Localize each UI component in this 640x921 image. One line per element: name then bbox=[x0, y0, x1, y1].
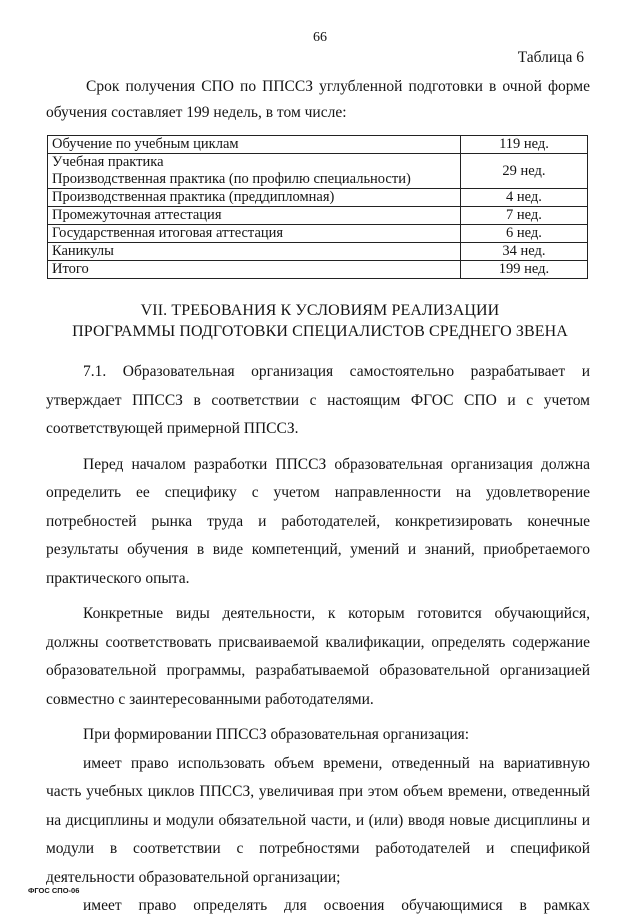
table-cell-name: Учебная практика bbox=[48, 154, 461, 172]
table-row bbox=[48, 154, 588, 172]
section-title bbox=[0, 300, 640, 342]
section-title-line: ПРОГРАММЫ ПОДГОТОВКИ СПЕЦИАЛИСТОВ СРЕДНЕГО ЗВЕНА bbox=[72, 323, 568, 340]
table-cell-name: Промежуточная аттестация bbox=[48, 207, 461, 225]
table-cell-name: Обучение по учебным циклам bbox=[48, 136, 461, 154]
table-cell-name: Производственная практика (преддипломная) bbox=[48, 189, 461, 207]
paragraph: имеет право определять для освоения обучающимися в рамках bbox=[83, 897, 590, 914]
table-row bbox=[48, 225, 588, 243]
table-cell-name: Итого bbox=[48, 261, 461, 279]
table-cell-value: 199 нед. bbox=[461, 261, 588, 279]
intro-paragraph: Срок получения СПО по ППССЗ углубленной подготовки в очной форме обучения составляет 199 недель, в том числе: bbox=[46, 78, 590, 121]
paragraph: Перед началом разработки ППССЗ образовательная организация должна определить ее специфику с учетом направленности на удовлетворение потребностей рынка труда и работодателей, конкретизировать конечные результаты обучения в виде компетенций, умений и знаний, приобретаемого практического опыта. bbox=[46, 455, 590, 587]
table-caption: Таблица 6 bbox=[517, 49, 584, 66]
table-cell-value: 4 нед. bbox=[461, 189, 588, 207]
table-row bbox=[48, 261, 588, 279]
paragraph: имеет право использовать объем времени, отведенный на вариативную часть учебных циклов ППССЗ, увеличивая при этом объем времени, отведенный на дисциплины и модули обязательной части, и (или) вводя новые дисциплины и модули в соответствии с потребностями работодателей и спецификой деятельности образовательной организации; bbox=[46, 754, 590, 886]
table-cell-name: Каникулы bbox=[48, 243, 461, 261]
section-title-line: VII. ТРЕБОВАНИЯ К УСЛОВИЯМ РЕАЛИЗАЦИИ bbox=[140, 302, 500, 319]
section-body bbox=[46, 358, 590, 921]
paragraph: 7.1. Образовательная организация самостоятельно разрабатывает и утверждает ППССЗ в соответствии с настоящим ФГОС СПО и с учетом соответствующей примерной ППССЗ. bbox=[46, 363, 590, 437]
table-row bbox=[48, 207, 588, 225]
paragraph: Конкретные виды деятельности, к которым готовится обучающийся, должны соответствовать присваиваемой квалификации, определять содержание образовательной программы, разрабатываемой образовательной организацией совместно с заинтересованными работодателями. bbox=[46, 605, 590, 708]
table-row bbox=[48, 243, 588, 261]
study-weeks-table bbox=[47, 135, 588, 279]
table-row bbox=[48, 189, 588, 207]
table-cell-value: 7 нед. bbox=[461, 207, 588, 225]
intro-text bbox=[46, 74, 590, 126]
table-cell-name: Государственная итоговая аттестация bbox=[48, 225, 461, 243]
table-cell-value: 29 нед. bbox=[461, 154, 588, 189]
table-cell-value: 6 нед. bbox=[461, 225, 588, 243]
table-cell-value: 34 нед. bbox=[461, 243, 588, 261]
paragraph: При формировании ППССЗ образовательная организация: bbox=[83, 726, 470, 743]
table-cell-name: Производственная практика (по профилю специальности) bbox=[48, 171, 461, 189]
footer-mark: ФГОС СПО-06 bbox=[28, 886, 80, 895]
page-number: 66 bbox=[313, 30, 327, 45]
table-cell-value: 119 нед. bbox=[461, 136, 588, 154]
table-row bbox=[48, 136, 588, 154]
